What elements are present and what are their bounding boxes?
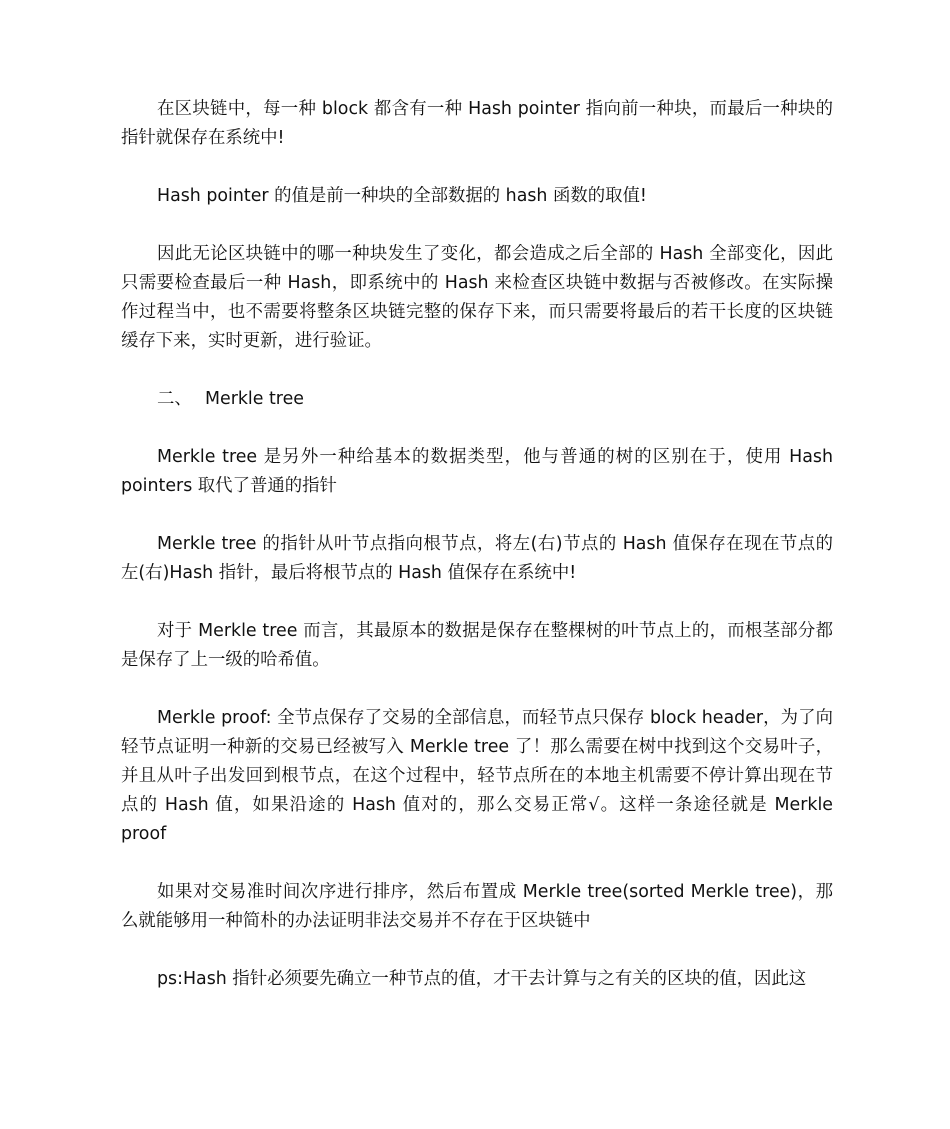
paragraph-sorted-merkle-tree: 如果对交易准时间次序进行排序，然后布置成 Merkle tree(sorted Merkle tree)，那么就能够用一种简朴的办法证明非法交易并不存在于区块链中: [121, 882, 833, 931]
paragraph-merkle-proof: Merkle proof: 全节点保存了交易的全部信息，而轻节点只保存 block header，为了向轻节点证明一种新的交易已经被写入 Merkle tree 了！那么需要在树中找到这个交易叶子，并且从叶子出发回到根节点，在这个过程中，轻节点所在的本地主机需要不停计算出现在节点的 Hash 值，如果沿途的 Hash 值对的，那么交易正常√。这样一条途径就是 Merkle proof: [121, 708, 833, 844]
section-number: 二、: [157, 389, 192, 409]
paragraph-merkle-tree-pointers: Merkle tree 的指针从叶节点指向根节点，将左(右)节点的 Hash 值保存在现在节点的左(右)Hash 指针，最后将根节点的 Hash 值保存在系统中!: [121, 534, 833, 583]
paragraph-hash-pointer-chain: 在区块链中，每一种 block 都含有一种 Hash pointer 指向前一种块，而最后一种块的指针就保存在系统中!: [121, 99, 833, 148]
paragraph-ps-note: ps:Hash 指针必须要先确立一种节点的值，才干去计算与之有关的区块的值，因此这: [157, 969, 807, 989]
paragraph-merkle-tree-leaves: 对于 Merkle tree 而言，其最原本的数据是保存在整棵树的叶节点上的，而根茎部分都是保存了上一级的哈希值。: [121, 621, 833, 670]
section-title: Merkle tree: [205, 389, 304, 409]
document-page: [121, 95, 833, 1023]
paragraph-tamper-detection: 因此无论区块链中的哪一种块发生了变化，都会造成之后全部的 Hash 全部变化，因此只需要检查最后一种 Hash，即系统中的 Hash 来检查区块链中数据与否被修改。在实际操作过程当中，也不需要将整条区块链完整的保存下来，而只需要将最后的若干长度的区块链缓存下来，实时更新，进行验证。: [121, 244, 833, 351]
paragraph-merkle-tree-definition: Merkle tree 是另外一种给基本的数据类型，他与普通的树的区别在于，使用 Hash pointers 取代了普通的指针: [121, 447, 833, 496]
paragraph-hash-pointer-value: Hash pointer 的值是前一种块的全部数据的 hash 函数的取值!: [157, 186, 647, 206]
section-heading: [121, 385, 833, 414]
